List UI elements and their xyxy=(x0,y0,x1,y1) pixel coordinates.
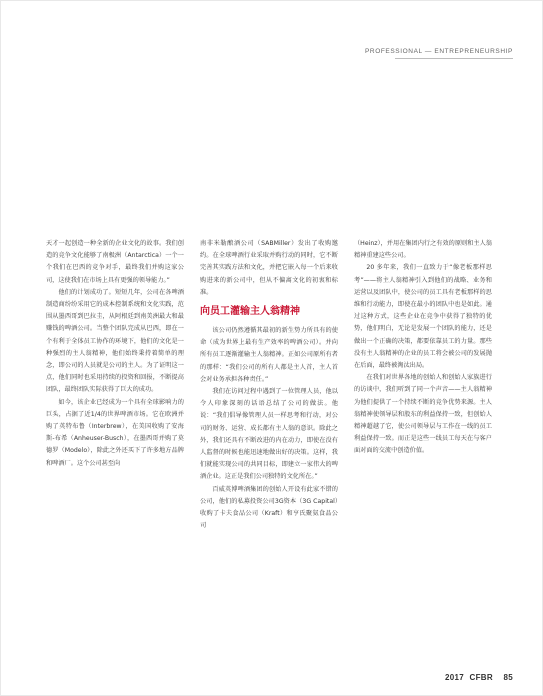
body-paragraph: 该公司仍然遵循其最初的新生势力所具有的使命（成为世界上最有生产效率的啤酒公司）。并向所有员工逐渐灌输主人翁精神。正如公司原所有者的那样：“我们公司的所有人都是主人首，主人首会对业务承担各种责任。” xyxy=(200,327,338,383)
body-paragraph: 他们的计划成功了。短短几年，公司在各啤酒制造商纷纷采用它的成本控制系统和文化实践，范围从墨西哥到巴拉圭，从阿根廷到南美洲最大和最赚钱的啤酒公司。当整个团队完成从巴西，即在一个有利于全体员工协作的环境下，他们的文化是一种强烈的主人翁精神，他们始终秉持着简单的理念，即公司的人员就是公司的主人。为了证明这一点，他们同时也采用持续的投资和回报，不断提高团队，最终团队实际获得了巨大的成功。 xyxy=(46,288,184,394)
column-1 xyxy=(46,238,184,668)
body-paragraph: 天才一起创造一种全新的企业文化的故事。我们创造的竞争文化能够了南极洲（Antarctica）一个一个我们在巴西的竞争对手，最终我们并购这家公司，这使我们在市场上具有更强的领导能力。” xyxy=(46,240,184,284)
page-number: 85 xyxy=(503,673,513,682)
issue-year: 2017 xyxy=(445,673,465,682)
body-paragraph: （Heinz），并用在集团内行之有效的原则和主人翁精神重建这些公司。 xyxy=(354,240,492,260)
column-2 xyxy=(200,238,338,668)
running-head: PROFESSIONAL — ENTREPRENEURSHIP xyxy=(364,48,513,55)
article-body xyxy=(46,238,496,673)
body-paragraph: 在我们对世界各地的创始人和创始人家族进行的访谈中，我们听到了同一个声音——主人翁精神为他们提供了一个持续不断的竞争优势来源。主人翁精神使领导层和股东的利益保持一致，但创始人精神超越了它，使公司领导层与工作在一线的员工利益保持一致。而正是这些一线员工每天在与客户面对面的交流中创造价值。 xyxy=(354,374,492,455)
body-paragraph: 百威英博啤酒集团的创始人开设有此家不错的公司，他们的私募投资公司3G资本（3G Capital）收购了卡夫食品公司（Kraft）和亨氏聚氨食品公司 xyxy=(200,485,338,530)
section-subheading: 向员工灌输主人翁精神 xyxy=(200,306,300,318)
body-paragraph: 我们在访问过程中遇到了一位管理人员，他以令人印象深刻的话语总结了公司的做法。他说：“我们倡导像管理人员一样思考和行动，对公司的财务、运营、成长都有主人翁的意识。除此之外，我们还具有不断改进的内在动力，即使在没有人监督的时候也能迅速地做出好的决策。这样，我们就能实现公司的共同目标，即建立一家伟大的啤酒企业。这正是我们公司独特的文化所在。” xyxy=(200,388,338,481)
body-paragraph: 20 多年来，我们一直致力于“像老板那样思考”——将主人翁精神引入到他们的战略、业务和运营以及团队中，使公司的员工具有老板那样的思维和行动能力，即使在最小的团队中也是如此。通过这种方式，这些企业在竞争中获得了独特的优势，他们明白，无论是发展一个团队的能力，还是做出一个正确的决策，都要依靠员工的力量。那些没有主人翁精神的企业的员工将会被公司的发展抛在后面，最终被淘汰出局。 xyxy=(354,264,492,370)
column-3 xyxy=(354,238,492,668)
page-footer xyxy=(445,673,513,682)
publication-name: CFBR xyxy=(469,673,493,682)
running-head-rule xyxy=(395,58,513,59)
body-paragraph: 如今，该企业已经成为一个具有全球影响力的巨头，占据了近1/4的世界啤酒市场。它在欧洲并购了英特布鲁（Interbrew），在美国收购了安海斯-布希（Anheuser-Busch），在墨西哥并购了莫德罗（Modelo），除此之外还买下了许多地方品牌和啤酒厂。这个公司甚至向 xyxy=(46,398,184,467)
body-paragraph: 南非米勒酿酒公司（SABMiller）发出了收购邀约。在全球啤酒行业采取并购行动的同时，它不断完善其实践方法和文化，并把它嵌入每一个后来收购进来的新公司中，但从不偏离文化的初衷和标准。 xyxy=(200,240,338,296)
